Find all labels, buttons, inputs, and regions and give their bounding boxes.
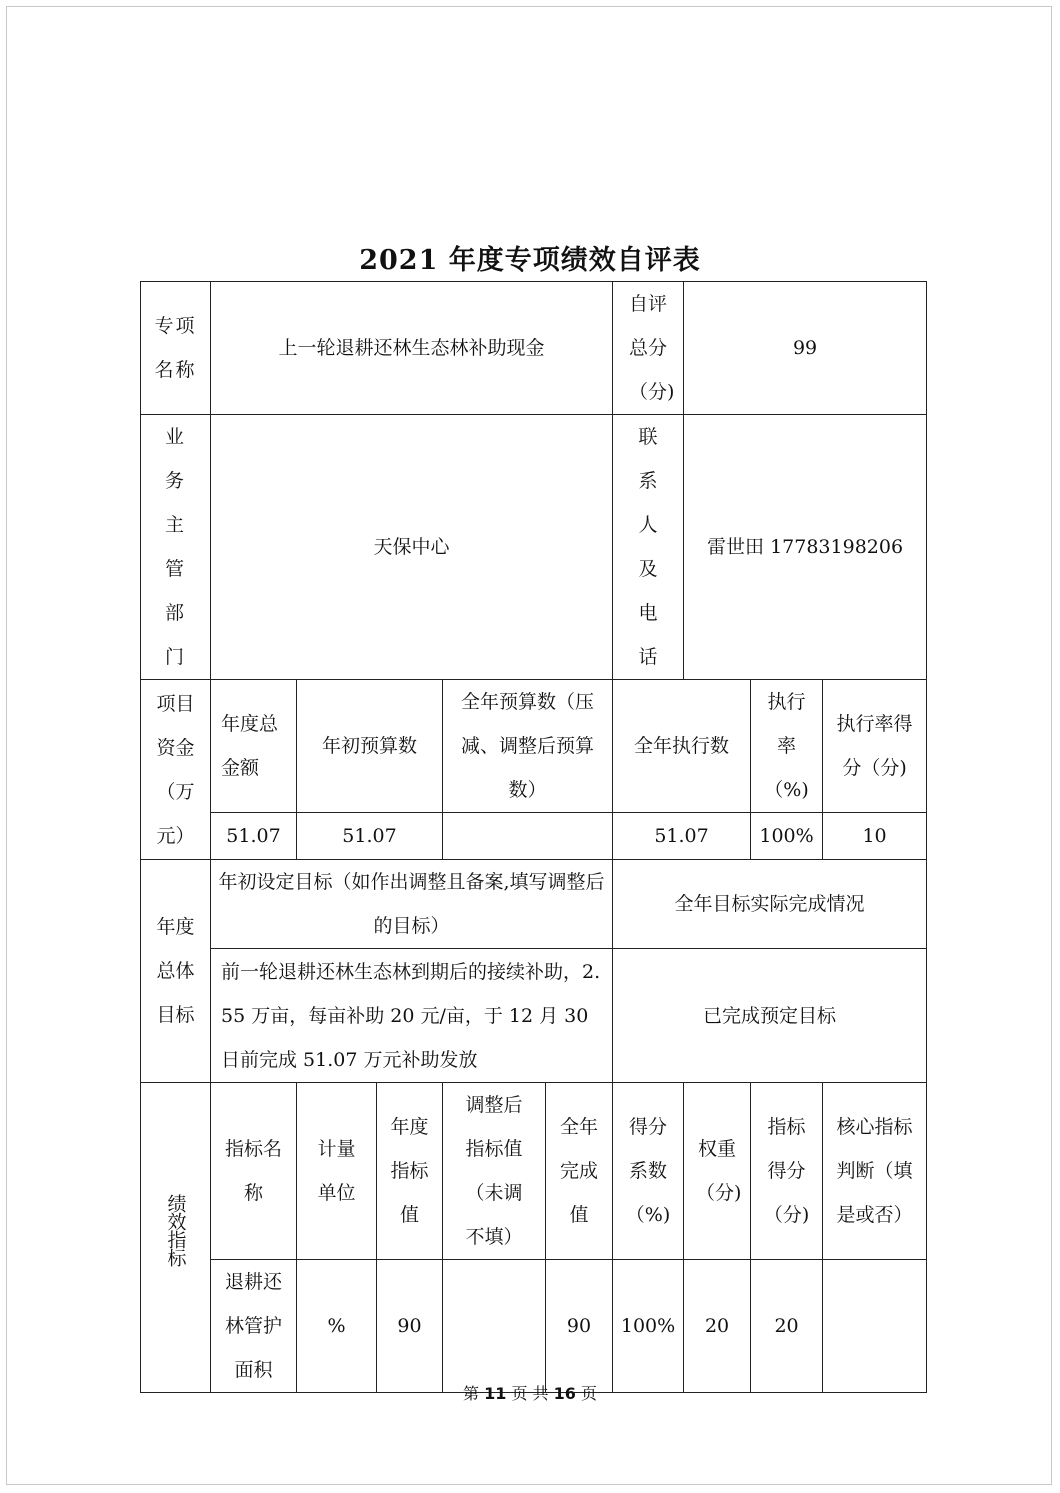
funds-header-initial: 年初预算数 xyxy=(297,680,443,813)
funds-label: 项目资金（万元） xyxy=(141,680,211,860)
indicator-name: 退耕还林管护面积 xyxy=(211,1260,297,1393)
row-funds-values xyxy=(141,813,927,860)
department-label: 业务主管部门 xyxy=(141,415,211,680)
indicator-header-annual: 年度指标值 xyxy=(377,1083,443,1260)
row-project xyxy=(141,282,927,415)
project-name-label: 专项名称 xyxy=(141,282,211,415)
funds-adjusted-value xyxy=(443,813,613,860)
goals-actual-header: 全年目标实际完成情况 xyxy=(613,860,927,949)
indicator-completed-value: 90 xyxy=(546,1260,613,1393)
funds-initial-value: 51.07 xyxy=(297,813,443,860)
funds-header-rate: 执行率（%) xyxy=(751,680,823,813)
self-score-label: 自评总分（分) xyxy=(613,282,684,415)
funds-rate-score-value: 10 xyxy=(823,813,927,860)
funds-total-value: 51.07 xyxy=(211,813,297,860)
funds-header-adjusted: 全年预算数（压减、调整后预算数） xyxy=(443,680,613,813)
indicator-row xyxy=(141,1260,927,1393)
funds-executed-value: 51.07 xyxy=(613,813,751,860)
indicators-label-text: 绩效指标 xyxy=(164,1193,187,1266)
indicator-header-adjusted: 调整后指标值（未调不填） xyxy=(443,1083,546,1260)
goals-set-header: 年初设定目标（如作出调整且备案,填写调整后的目标） xyxy=(211,860,613,949)
footer-suffix: 页 xyxy=(581,1384,598,1403)
indicator-header-core: 核心指标判断（填是或否） xyxy=(823,1083,927,1260)
goals-label: 年度总体目标 xyxy=(141,860,211,1083)
indicator-header-weight: 权重（分) xyxy=(684,1083,751,1260)
goals-actual-text: 已完成预定目标 xyxy=(613,949,927,1083)
indicator-unit: % xyxy=(297,1260,377,1393)
goals-set-text: 前一轮退耕还林生态林到期后的接续补助，2.55 万亩，每亩补助 20 元/亩，于 12 月 30 日前完成 51.07 万元补助发放 xyxy=(211,949,613,1083)
row-funds-header xyxy=(141,680,927,813)
indicator-coefficient: 100% xyxy=(613,1260,684,1393)
performance-table xyxy=(140,281,927,1393)
indicator-annual-value: 90 xyxy=(377,1260,443,1393)
footer-middle: 页 共 xyxy=(511,1384,549,1403)
contact-label: 联系人及电话 xyxy=(613,415,684,680)
page-title: 2021 年度专项绩效自评表 xyxy=(359,245,701,276)
self-score-value: 99 xyxy=(684,282,927,415)
page-footer xyxy=(0,1381,1060,1404)
indicator-header-coefficient: 得分系数（%) xyxy=(613,1083,684,1260)
row-department xyxy=(141,415,927,680)
footer-total-pages: 16 xyxy=(553,1384,576,1403)
indicator-weight: 20 xyxy=(684,1260,751,1393)
footer-page-number: 11 xyxy=(484,1384,507,1403)
indicator-score: 20 xyxy=(751,1260,823,1393)
department-value: 天保中心 xyxy=(211,415,613,680)
footer-prefix: 第 xyxy=(462,1384,479,1403)
indicator-header-completed: 全年完成值 xyxy=(546,1083,613,1260)
contact-value: 雷世田 17783198206 xyxy=(684,415,927,680)
funds-rate-value: 100% xyxy=(751,813,823,860)
funds-header-rate-score: 执行率得分（分) xyxy=(823,680,927,813)
funds-header-total: 年度总金额 xyxy=(211,680,297,813)
project-name-value: 上一轮退耕还林生态林补助现金 xyxy=(211,282,613,415)
indicator-adjusted-value xyxy=(443,1260,546,1393)
indicator-core xyxy=(823,1260,927,1393)
funds-header-executed: 全年执行数 xyxy=(613,680,751,813)
indicator-header-score: 指标得分（分) xyxy=(751,1083,823,1260)
row-indicators-header xyxy=(141,1083,927,1260)
indicators-label xyxy=(141,1083,211,1393)
indicator-header-unit: 计量单位 xyxy=(297,1083,377,1260)
row-goals-values xyxy=(141,949,927,1083)
row-goals-header xyxy=(141,860,927,949)
indicator-header-name: 指标名称 xyxy=(211,1083,297,1260)
